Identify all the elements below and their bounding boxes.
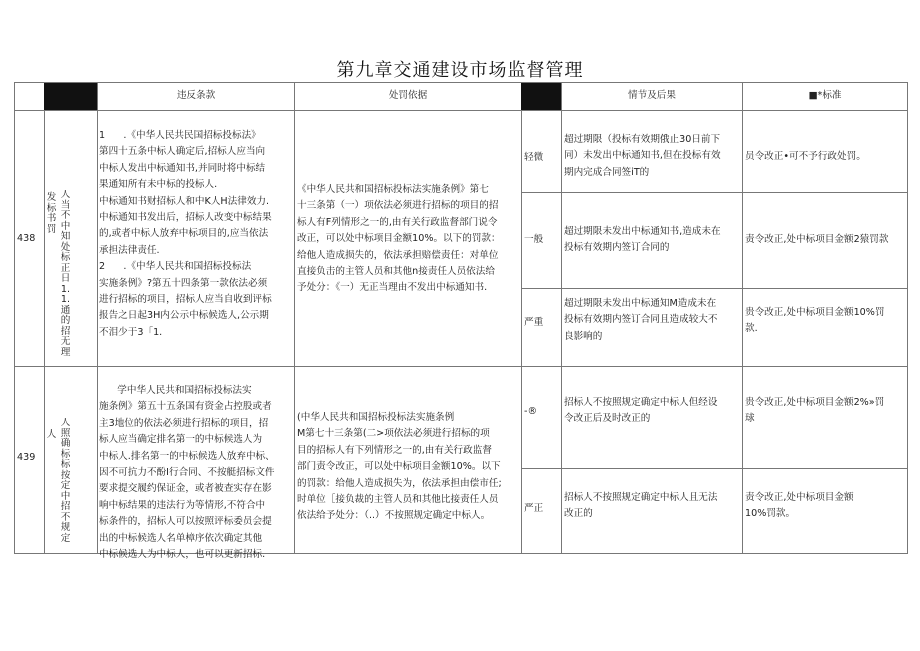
col-border — [561, 82, 562, 554]
header-consequence: 情节及后果 — [628, 90, 676, 101]
level-label: 严重 — [524, 317, 544, 328]
penalty-text: 员令改正•可不予行政处罚。 — [745, 151, 866, 162]
level-label: 严正 — [524, 503, 544, 514]
category-text: 人当不中知处标正日1.1.通的招无理 — [60, 190, 71, 358]
header-black-block — [44, 83, 97, 110]
col-border — [521, 82, 522, 554]
col-border — [14, 82, 15, 554]
level-label: 一般 — [524, 234, 544, 245]
penalty-text: 责令改正,处中标项目金额2猿罚款 — [745, 234, 889, 245]
col-border — [44, 82, 45, 554]
consequence-text: 招标人不按照规定确定中标人且无法 改正的 — [564, 492, 718, 520]
row-divider — [14, 366, 907, 367]
page-title: 第九章交通建设市场监督管理 — [336, 60, 584, 81]
header-bottom-border — [14, 110, 907, 111]
violation-text: 学中华人民共和国招标投标法实 施条例》第五十五条国有资金占控股或者 主3地位的依法必须进行招标的项目，招 标人应当确定排名第一的中标候选人为 中标人.排名第一的中标候选人放弃中标、 因不可抗力不酚I行合同、不按艇招标文件 要求提交履约保证金，或者被查实存在影 响中标结果的违法行为等情形,不符合中 标条件的，招标人可以按照评标委员会提 出的中标候选人名单樟序依次确定其他 中标候选人为中标人，也可以更新招标. — [99, 385, 275, 561]
row-number: 438 — [17, 233, 36, 244]
table-top-border — [14, 82, 907, 83]
level-label: -® — [524, 406, 538, 417]
header-basis: 处罚依据 — [388, 90, 428, 101]
col-border — [97, 82, 98, 554]
level-divider — [521, 288, 907, 289]
col-border — [907, 82, 908, 554]
penalty-text: 贵令改正,处中标项目金额2%»罚 球 — [745, 397, 885, 425]
header-standard: ■*标准 — [808, 90, 842, 101]
category-text: 发标书罚 — [46, 192, 57, 235]
consequence-text: 超过期限（投标有效期俄止30日前下 同）未发出中标通知书,但在投标有效 期内完成合同签iT的 — [564, 134, 721, 178]
penalty-text: 贵令改正,处中标项目金额10%罚 款. — [745, 307, 885, 335]
row-number: 439 — [17, 452, 36, 463]
header-black-block — [521, 83, 561, 110]
basis-text: 《中华人民共和国招标投标法实施条例》第七 十三条第（一）项依法必须进行招标的项目的招 标人有F列情形之一的,由有关行政监督部门说令 改正，可以处中标项目金额10%。以下的罚款： 给他人造成损失的，依法承担赔偿责任：对单位 直接负击的主管人员和其他n接责任人员依法给 予处分：《一）无正当理由不发出中标通知书. — [297, 184, 501, 294]
level-divider — [521, 468, 907, 469]
consequence-text: 招标人不按照规定确定中标人但经设 令改正后及时改正的 — [564, 397, 718, 425]
level-divider — [521, 192, 907, 193]
header-violation: 违反条款 — [176, 90, 216, 101]
category-text: 人 — [46, 429, 57, 440]
col-border — [742, 82, 743, 554]
violation-text: 1 .《中华人民共民国招标投标法》 第四十五条中标人确定后,招标人应当向 中标人发出中标通知书,并同时将中标结 果通知所有未中标的投标人. 中标通知书财招标人和中K人H法律效力. 中标通知书发出后，招标人改变中标结果 的,或者中标人放弃中标项目的,应当依法 承担法律责任. 2 .《中华人民共和国招标投标法 实施条例》?第五十四条第一款依法必须 进行招标的项目，招标人应当自收到评标 报告之日起3H内公示中标候选人,公示期 不泪少于3「1. — [99, 130, 272, 338]
consequence-text: 超过期限未发出中标通知书,造成未在 投标有效期内签订合同的 — [564, 226, 721, 254]
penalty-text: 责令改正,处中标项目金额 10%罚款。 — [745, 492, 854, 520]
basis-text: (中华人民共和国招标投标法实施条例 M第七十三条第(二>项依法必须进行招标的项 目的招标人有下列情形之一的,由有关行政监督 部门责令改正，可以处中标项目金额10%。以下 的罚款：给他人造成损失为，依法承担由偿市任; 时单位［接负裁的主管人员和其他比接责任人员 依法给予处分：（..）不按照规定确定中标人。 — [297, 412, 502, 522]
consequence-text: 超过期限未发出中标通知M造成未在 投标有效期内签订合同且造成较大不 良影响的 — [564, 298, 718, 342]
category-text: 人照确标标按定中招不规定 — [60, 418, 71, 544]
col-border — [294, 82, 295, 554]
level-label: 轻微 — [524, 152, 544, 163]
